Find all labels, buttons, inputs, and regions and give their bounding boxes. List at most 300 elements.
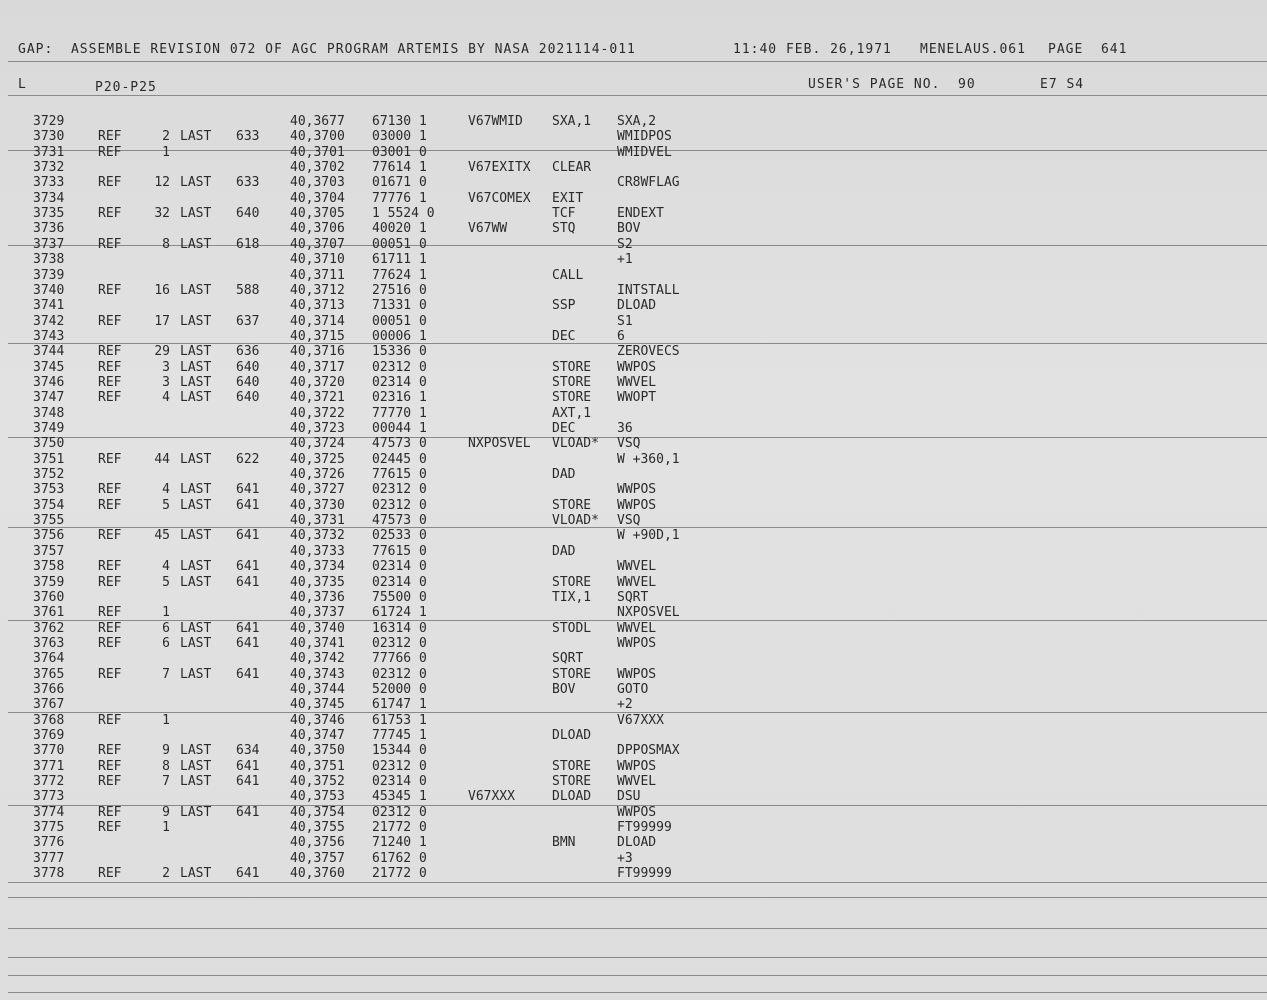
ref-keyword: REF xyxy=(98,482,122,498)
paper-rule xyxy=(8,882,1267,883)
operand: WMIDVEL xyxy=(617,144,672,160)
address: 40,3701 xyxy=(290,144,345,160)
listing-line xyxy=(0,805,1267,820)
ref-count: 7 xyxy=(162,774,170,790)
operand: DLOAD xyxy=(617,835,657,851)
address: 40,3741 xyxy=(290,635,345,651)
last-keyword: LAST xyxy=(180,236,212,252)
operand: GOTO xyxy=(617,681,649,697)
address: 40,3754 xyxy=(290,804,345,820)
octal-word: 02312 0 xyxy=(372,758,427,774)
octal-word: 15336 0 xyxy=(372,344,427,360)
operand: BOV xyxy=(617,221,641,237)
line-number: 3735 xyxy=(33,206,65,222)
line-number: 3774 xyxy=(33,804,65,820)
line-number: 3746 xyxy=(33,374,65,390)
octal-word: 77766 0 xyxy=(372,651,427,667)
ref-keyword: REF xyxy=(98,635,122,651)
address: 40,3760 xyxy=(290,866,345,882)
operand: VSQ xyxy=(617,436,641,452)
line-number: 3763 xyxy=(33,635,65,651)
ref-count: 5 xyxy=(162,574,170,590)
last-page: 641 xyxy=(236,758,260,774)
last-keyword: LAST xyxy=(180,129,212,145)
listing-line xyxy=(0,314,1267,329)
last-page: 641 xyxy=(236,497,260,513)
opcode: DEC xyxy=(552,421,576,436)
label: V67XXX xyxy=(468,789,515,805)
address: 40,3721 xyxy=(290,390,345,406)
operand: WWVEL xyxy=(617,774,657,790)
octal-word: 02312 0 xyxy=(372,482,427,498)
line-number: 3731 xyxy=(33,144,65,160)
address: 40,3702 xyxy=(290,160,345,176)
address: 40,3725 xyxy=(290,451,345,467)
octal-word: 47573 0 xyxy=(372,436,427,452)
operand: WWPOS xyxy=(617,497,657,513)
subheader-section: P20-P25 xyxy=(95,80,157,95)
ref-keyword: REF xyxy=(98,236,122,252)
operand: WWPOS xyxy=(617,758,657,774)
last-keyword: LAST xyxy=(180,743,212,759)
line-number: 3743 xyxy=(33,328,65,344)
address: 40,3717 xyxy=(290,359,345,375)
operand: W +360,1 xyxy=(617,451,680,467)
address: 40,3726 xyxy=(290,467,345,483)
ref-keyword: REF xyxy=(98,666,122,682)
line-number: 3773 xyxy=(33,789,65,805)
last-page: 641 xyxy=(236,559,260,575)
line-number: 3747 xyxy=(33,390,65,406)
listing-line xyxy=(0,298,1267,313)
paper-rule xyxy=(8,992,1267,993)
last-keyword: LAST xyxy=(180,866,212,882)
line-number: 3761 xyxy=(33,605,65,621)
last-keyword: LAST xyxy=(180,666,212,682)
last-keyword: LAST xyxy=(180,574,212,590)
operand: WWPOS xyxy=(617,359,657,375)
operand: INTSTALL xyxy=(617,282,680,298)
listing-line xyxy=(0,436,1267,451)
operand: FT99999 xyxy=(617,820,672,836)
address: 40,3756 xyxy=(290,835,345,851)
listing-line xyxy=(0,743,1267,758)
line-number: 3739 xyxy=(33,267,65,283)
listing-line xyxy=(0,406,1267,421)
octal-word: 15344 0 xyxy=(372,743,427,759)
octal-word: 77745 1 xyxy=(372,728,427,743)
listing-line xyxy=(0,421,1267,436)
line-number: 3759 xyxy=(33,574,65,590)
ref-count: 29 xyxy=(154,344,170,360)
last-page: 641 xyxy=(236,574,260,590)
octal-word: 45345 1 xyxy=(372,789,427,805)
ref-count: 9 xyxy=(162,804,170,820)
line-number: 3745 xyxy=(33,359,65,375)
opcode: SQRT xyxy=(552,651,584,667)
last-keyword: LAST xyxy=(180,804,212,820)
ref-keyword: REF xyxy=(98,574,122,590)
address: 40,3715 xyxy=(290,328,345,344)
ref-keyword: REF xyxy=(98,374,122,390)
subheader-code: E7 S4 xyxy=(1040,77,1085,92)
octal-word: 71240 1 xyxy=(372,835,427,851)
listing-line xyxy=(0,390,1267,405)
line-number: 3769 xyxy=(33,728,65,743)
operand: DPPOSMAX xyxy=(617,743,680,759)
opcode: EXIT xyxy=(552,190,584,206)
line-number: 3738 xyxy=(33,252,65,268)
paper-rule xyxy=(8,957,1267,958)
line-number: 3750 xyxy=(33,436,65,452)
address: 40,3743 xyxy=(290,666,345,682)
operand: SXA,2 xyxy=(617,114,657,129)
line-number: 3734 xyxy=(33,190,65,206)
paper-rule xyxy=(8,897,1267,898)
listing-line xyxy=(0,544,1267,559)
line-number: 3741 xyxy=(33,298,65,314)
header-page: PAGE 641 xyxy=(1048,42,1128,57)
line-number: 3755 xyxy=(33,513,65,529)
operand: WWVEL xyxy=(617,620,657,636)
line-number: 3777 xyxy=(33,850,65,866)
last-keyword: LAST xyxy=(180,758,212,774)
address: 40,3733 xyxy=(290,543,345,559)
last-page: 641 xyxy=(236,774,260,790)
listing-line xyxy=(0,145,1267,160)
ref-count: 6 xyxy=(162,635,170,651)
last-keyword: LAST xyxy=(180,175,212,191)
address: 40,3700 xyxy=(290,129,345,145)
ref-keyword: REF xyxy=(98,758,122,774)
ref-keyword: REF xyxy=(98,359,122,375)
ref-count: 3 xyxy=(162,374,170,390)
last-page: 641 xyxy=(236,635,260,651)
ref-count: 6 xyxy=(162,620,170,636)
opcode: STORE xyxy=(552,359,592,375)
line-number: 3742 xyxy=(33,313,65,329)
address: 40,3705 xyxy=(290,206,345,222)
operand: WWPOS xyxy=(617,804,657,820)
line-number: 3732 xyxy=(33,160,65,176)
listing-line xyxy=(0,498,1267,513)
address: 40,3742 xyxy=(290,651,345,667)
listing-line xyxy=(0,482,1267,497)
octal-word: 61753 1 xyxy=(372,712,427,728)
octal-word: 77776 1 xyxy=(372,190,427,206)
operand: DSU xyxy=(617,789,641,805)
line-number: 3733 xyxy=(33,175,65,191)
label: V67EXITX xyxy=(468,160,531,176)
opcode: DLOAD xyxy=(552,789,592,805)
ref-keyword: REF xyxy=(98,712,122,728)
listing-line xyxy=(0,237,1267,252)
operand: WWPOS xyxy=(617,635,657,651)
octal-word: 00044 1 xyxy=(372,421,427,436)
listing-line xyxy=(0,621,1267,636)
subheader-user-page: USER'S PAGE NO. 90 xyxy=(808,77,976,92)
address: 40,3710 xyxy=(290,252,345,268)
octal-word: 02314 0 xyxy=(372,559,427,575)
operand: +2 xyxy=(617,697,633,713)
opcode: CLEAR xyxy=(552,160,592,176)
last-page: 633 xyxy=(236,175,260,191)
last-page: 634 xyxy=(236,743,260,759)
listing-line xyxy=(0,820,1267,835)
opcode: STORE xyxy=(552,390,592,406)
octal-word: 02312 0 xyxy=(372,804,427,820)
last-page: 641 xyxy=(236,620,260,636)
last-keyword: LAST xyxy=(180,497,212,513)
address: 40,3713 xyxy=(290,298,345,314)
line-number: 3756 xyxy=(33,528,65,544)
address: 40,3752 xyxy=(290,774,345,790)
operand: WWVEL xyxy=(617,574,657,590)
address: 40,3750 xyxy=(290,743,345,759)
ref-keyword: REF xyxy=(98,451,122,467)
last-keyword: LAST xyxy=(180,528,212,544)
ref-keyword: REF xyxy=(98,497,122,513)
line-number: 3767 xyxy=(33,697,65,713)
listing-line xyxy=(0,221,1267,236)
header-author: MENELAUS.061 xyxy=(920,42,1026,57)
operand: ZEROVECS xyxy=(617,344,680,360)
address: 40,3711 xyxy=(290,267,345,283)
listing-line xyxy=(0,851,1267,866)
paper-rule xyxy=(8,928,1267,929)
operand: WWPOS xyxy=(617,482,657,498)
octal-word: 02314 0 xyxy=(372,374,427,390)
ref-keyword: REF xyxy=(98,804,122,820)
operand: S2 xyxy=(617,236,633,252)
operand: ENDEXT xyxy=(617,206,664,222)
operand: CR8WFLAG xyxy=(617,175,680,191)
ref-keyword: REF xyxy=(98,743,122,759)
opcode: STORE xyxy=(552,374,592,390)
octal-word: 02316 1 xyxy=(372,390,427,406)
line-number: 3778 xyxy=(33,866,65,882)
line-number: 3729 xyxy=(33,114,65,129)
ref-count: 1 xyxy=(162,144,170,160)
address: 40,3740 xyxy=(290,620,345,636)
operand: VSQ xyxy=(617,513,641,529)
subheader-tag: L xyxy=(18,77,27,92)
last-keyword: LAST xyxy=(180,206,212,222)
last-page: 641 xyxy=(236,528,260,544)
listing-line xyxy=(0,160,1267,175)
octal-word: 61711 1 xyxy=(372,252,427,268)
octal-word: 02312 0 xyxy=(372,359,427,375)
ref-count: 8 xyxy=(162,758,170,774)
octal-word: 00006 1 xyxy=(372,328,427,344)
label: NXPOSVEL xyxy=(468,436,531,452)
operand: FT99999 xyxy=(617,866,672,882)
line-number: 3730 xyxy=(33,129,65,145)
last-keyword: LAST xyxy=(180,344,212,360)
last-keyword: LAST xyxy=(180,313,212,329)
line-number: 3754 xyxy=(33,497,65,513)
octal-word: 27516 0 xyxy=(372,282,427,298)
listing-line xyxy=(0,636,1267,651)
octal-word: 02312 0 xyxy=(372,666,427,682)
listing-line xyxy=(0,452,1267,467)
operand: 6 xyxy=(617,328,625,344)
opcode: CALL xyxy=(552,267,584,283)
operand: +3 xyxy=(617,850,633,866)
opcode: SSP xyxy=(552,298,576,314)
opcode: STORE xyxy=(552,497,592,513)
ref-keyword: REF xyxy=(98,313,122,329)
line-number: 3760 xyxy=(33,589,65,605)
octal-word: 00051 0 xyxy=(372,236,427,252)
line-number: 3770 xyxy=(33,743,65,759)
operand: WMIDPOS xyxy=(617,129,672,145)
operand: WWVEL xyxy=(617,559,657,575)
opcode: DAD xyxy=(552,467,576,483)
last-page: 641 xyxy=(236,666,260,682)
last-page: 640 xyxy=(236,374,260,390)
header-title: GAP: ASSEMBLE REVISION 072 OF AGC PROGRAM ARTEMIS BY NASA 2021114-011 xyxy=(18,42,636,57)
listing-line xyxy=(0,283,1267,298)
address: 40,3732 xyxy=(290,528,345,544)
octal-word: 52000 0 xyxy=(372,681,427,697)
last-page: 588 xyxy=(236,282,260,298)
line-number: 3771 xyxy=(33,758,65,774)
ref-keyword: REF xyxy=(98,820,122,836)
last-keyword: LAST xyxy=(180,374,212,390)
address: 40,3706 xyxy=(290,221,345,237)
operand: WWPOS xyxy=(617,666,657,682)
octal-word: 1 5524 0 xyxy=(372,206,435,222)
address: 40,3731 xyxy=(290,513,345,529)
ref-keyword: REF xyxy=(98,866,122,882)
ref-keyword: REF xyxy=(98,620,122,636)
last-keyword: LAST xyxy=(180,635,212,651)
listing-line xyxy=(0,268,1267,283)
ref-count: 12 xyxy=(154,175,170,191)
octal-word: 47573 0 xyxy=(372,513,427,529)
address: 40,3751 xyxy=(290,758,345,774)
line-number: 3766 xyxy=(33,681,65,697)
opcode: BOV xyxy=(552,681,576,697)
address: 40,3712 xyxy=(290,282,345,298)
listing-line xyxy=(0,175,1267,190)
address: 40,3703 xyxy=(290,175,345,191)
line-number: 3776 xyxy=(33,835,65,851)
octal-word: 77624 1 xyxy=(372,267,427,283)
address: 40,3735 xyxy=(290,574,345,590)
listing-line xyxy=(0,713,1267,728)
opcode: TIX,1 xyxy=(552,589,592,605)
last-page: 633 xyxy=(236,129,260,145)
listing-line xyxy=(0,129,1267,144)
octal-word: 77614 1 xyxy=(372,160,427,176)
operand: 36 xyxy=(617,421,633,436)
octal-word: 02312 0 xyxy=(372,497,427,513)
operand: DLOAD xyxy=(617,298,657,314)
ref-count: 2 xyxy=(162,866,170,882)
listing-line xyxy=(0,651,1267,666)
operand: +1 xyxy=(617,252,633,268)
listing-line xyxy=(0,575,1267,590)
last-keyword: LAST xyxy=(180,774,212,790)
last-keyword: LAST xyxy=(180,451,212,467)
last-page: 640 xyxy=(236,206,260,222)
address: 40,3677 xyxy=(290,114,345,129)
opcode: TCF xyxy=(552,206,576,222)
operand: NXPOSVEL xyxy=(617,605,680,621)
address: 40,3755 xyxy=(290,820,345,836)
operand: SQRT xyxy=(617,589,649,605)
line-number: 3748 xyxy=(33,405,65,421)
ref-count: 45 xyxy=(154,528,170,544)
address: 40,3744 xyxy=(290,681,345,697)
ref-keyword: REF xyxy=(98,175,122,191)
octal-word: 75500 0 xyxy=(372,589,427,605)
ref-count: 4 xyxy=(162,559,170,575)
address: 40,3723 xyxy=(290,421,345,436)
ref-keyword: REF xyxy=(98,559,122,575)
address: 40,3736 xyxy=(290,589,345,605)
ref-keyword: REF xyxy=(98,390,122,406)
opcode: STORE xyxy=(552,774,592,790)
opcode: DLOAD xyxy=(552,728,592,743)
ref-count: 8 xyxy=(162,236,170,252)
label: V67WW xyxy=(468,221,508,237)
listing-line xyxy=(0,375,1267,390)
listing-line xyxy=(0,789,1267,804)
octal-word: 77615 0 xyxy=(372,467,427,483)
listing-line xyxy=(0,344,1267,359)
last-page: 622 xyxy=(236,451,260,467)
label: V67WMID xyxy=(468,114,523,129)
operand: WWOPT xyxy=(617,390,657,406)
last-keyword: LAST xyxy=(180,359,212,375)
octal-word: 16314 0 xyxy=(372,620,427,636)
last-page: 636 xyxy=(236,344,260,360)
opcode: VLOAD* xyxy=(552,513,599,529)
listing-line xyxy=(0,697,1267,712)
listing-line xyxy=(0,360,1267,375)
last-page: 637 xyxy=(236,313,260,329)
ref-keyword: REF xyxy=(98,144,122,160)
opcode: AXT,1 xyxy=(552,405,592,421)
address: 40,3753 xyxy=(290,789,345,805)
address: 40,3757 xyxy=(290,850,345,866)
ref-count: 1 xyxy=(162,712,170,728)
opcode: DAD xyxy=(552,543,576,559)
opcode: BMN xyxy=(552,835,576,851)
line-number: 3752 xyxy=(33,467,65,483)
opcode: STORE xyxy=(552,758,592,774)
ref-keyword: REF xyxy=(98,605,122,621)
address: 40,3707 xyxy=(290,236,345,252)
address: 40,3745 xyxy=(290,697,345,713)
octal-word: 21772 0 xyxy=(372,820,427,836)
ref-count: 7 xyxy=(162,666,170,682)
line-number: 3753 xyxy=(33,482,65,498)
line-number: 3762 xyxy=(33,620,65,636)
operand: V67XXX xyxy=(617,712,664,728)
last-page: 640 xyxy=(236,359,260,375)
ref-count: 32 xyxy=(154,206,170,222)
octal-word: 00051 0 xyxy=(372,313,427,329)
opcode: STQ xyxy=(552,221,576,237)
ref-count: 4 xyxy=(162,390,170,406)
listing-line xyxy=(0,590,1267,605)
listing-line xyxy=(0,191,1267,206)
paper-rule xyxy=(8,975,1267,976)
